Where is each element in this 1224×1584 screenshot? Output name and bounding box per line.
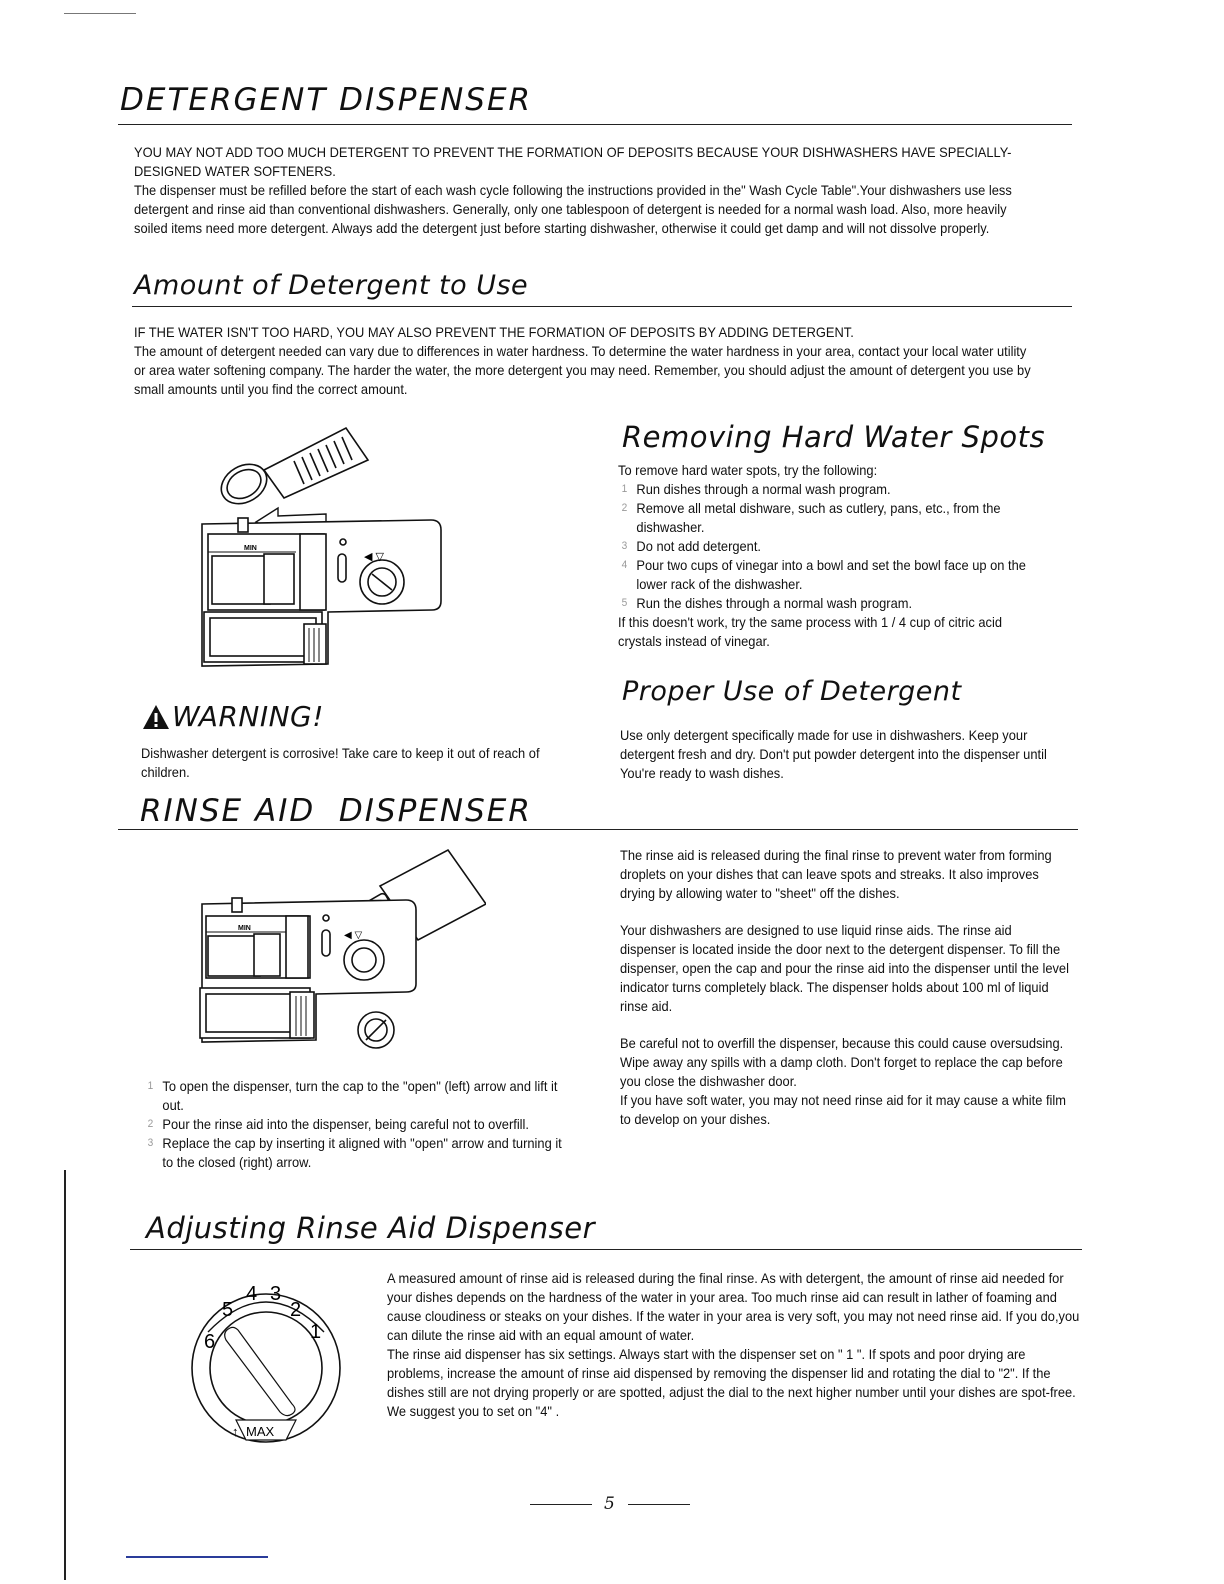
dial-number: 1 bbox=[310, 1321, 322, 1343]
adjusting-underline bbox=[130, 1249, 1082, 1250]
dial-number: 2 bbox=[290, 1299, 302, 1321]
min-label: MIN bbox=[238, 925, 251, 932]
hard-water-lead: To remove hard water spots, try the following: bbox=[618, 462, 878, 478]
list-item: 5 Run the dishes through a normal wash program. bbox=[621, 595, 913, 611]
rinse-aid-title: RINSE AID DISPENSER bbox=[140, 793, 532, 829]
list-item: 3 Replace the cap by inserting it aligned with "open" arrow and turning it to the closed (right) arrow. bbox=[147, 1135, 562, 1170]
proper-use-text: Use only detergent specifically made for use in dishwashers. Keep your detergent fresh and dry. Don't put powder detergent into the dispenser until You're ready to wash dishes. bbox=[620, 727, 1047, 781]
detergent-dispenser-illustration bbox=[186, 416, 448, 680]
adjusting-title: Adjusting Rinse Aid Dispenser bbox=[146, 1211, 596, 1245]
left-margin-line bbox=[64, 1170, 66, 1580]
adjusting-text bbox=[387, 1269, 1082, 1421]
rinse-steps bbox=[144, 1077, 567, 1172]
step-number: 5 bbox=[621, 597, 628, 609]
adjusting-para1: A measured amount of rinse aid is released during the final rinse. As with detergent, the amount of rinse aid needed for your dishes depends on the hardness of the water in your area. Too much rinse aid can result in lather of foaming and cause cloudiness or steaks on your dishes. If the water in your area is very soft, you may not need rinse aid. If you do,you can dilute the rinse aid with an equal amount of water. bbox=[387, 1270, 1080, 1343]
dial-max-label: MAX bbox=[246, 1424, 275, 1439]
page-number-rule-right bbox=[628, 1504, 690, 1505]
hard-water-after: If this doesn't work, try the same process with 1 / 4 cup of citric acid crystals instead of vinegar. bbox=[618, 614, 1003, 649]
detergent-intro bbox=[134, 143, 1013, 238]
warning-text: Dishwasher detergent is corrosive! Take care to keep it out of reach of children. bbox=[141, 745, 540, 780]
warning-title: WARNING! bbox=[172, 700, 324, 733]
step-number: 3 bbox=[147, 1137, 154, 1149]
rinse-para1: The rinse aid is released during the final rinse to prevent water from forming droplets on your dishes that can leave spots and streaks. It also improves drying by allowing water to "sheet" off the dishes. bbox=[620, 847, 1052, 901]
list-item: 3 Do not add detergent. bbox=[621, 538, 762, 554]
up-arrow-icon: ↑ bbox=[232, 1424, 239, 1439]
hard-water-title: Removing Hard Water Spots bbox=[622, 420, 1046, 454]
bottom-blue-line bbox=[126, 1556, 268, 1558]
svg-text:◀ ▽: ◀ ▽ bbox=[344, 930, 363, 941]
top-edge-line bbox=[64, 13, 136, 14]
step-number: 1 bbox=[621, 483, 628, 495]
rinse-para3b: If you have soft water, you may not need rinse aid for it may cause a white film to develop on your dishes. bbox=[620, 1092, 1067, 1127]
amount-underline bbox=[132, 306, 1072, 307]
list-item: 4 Pour two cups of vinegar into a bowl and set the bowl face up on the lower rack of the dishwasher. bbox=[621, 557, 1026, 592]
measuring-spoon-icon bbox=[214, 428, 368, 512]
amount-text bbox=[134, 323, 1031, 399]
svg-text:◀ ▽: ◀ ▽ bbox=[364, 551, 384, 563]
warning-triangle-icon bbox=[142, 704, 170, 730]
rinse-para3a: Be careful not to overfill the dispenser, because this could cause oversudsing. Wipe away any spills with a damp cloth. Don't forget to replace the cap before you close the dishwasher door. bbox=[620, 1035, 1064, 1089]
proper-use-title: Proper Use of Detergent bbox=[622, 676, 962, 707]
rinse-aid-dial-illustration bbox=[186, 1274, 346, 1446]
step-number: 1 bbox=[147, 1080, 154, 1092]
list-item: 1 Run dishes through a normal wash program. bbox=[621, 481, 891, 497]
dial-number: 5 bbox=[222, 1299, 234, 1321]
list-item: 1 To open the dispenser, turn the cap to the "open" (left) arrow and lift it out. bbox=[147, 1078, 558, 1113]
amount-title: Amount of Detergent to Use bbox=[134, 270, 529, 301]
adjusting-para2: The rinse aid dispenser has six settings. Always start with the dispenser set on " 1 ". If spots and poor drying are problems, increase the amount of rinse aid dispensed by removing the dispenser lid and rotating the dial to "2". If the dishes still are not drying properly or are spotted, adjust the dial to the next higher number until your dishes are spot-free. We suggest you to set on "4" . bbox=[387, 1346, 1076, 1419]
min-label: MIN bbox=[244, 545, 257, 552]
warning-heading bbox=[142, 700, 324, 733]
amount-caps: IF THE WATER ISN'T TOO HARD, YOU MAY ALSO PREVENT THE FORMATION OF DEPOSITS BY ADDING DETERGENT. bbox=[134, 324, 854, 340]
title-underline bbox=[118, 124, 1072, 125]
amount-body: The amount of detergent needed can vary due to differences in water hardness. To determine the water hardness in your area, contact your local water utility or area water softening company. The harder the water, the more detergent you may need. Remember, you should adjust the amount of detergent you use by small amounts until you find the correct amount. bbox=[134, 343, 1031, 397]
page-number: 5 bbox=[604, 1494, 615, 1514]
rinse-text bbox=[620, 846, 1071, 1129]
dial-number: 6 bbox=[204, 1331, 216, 1353]
hard-water-steps bbox=[618, 480, 1049, 613]
detergent-dispenser-title: DETERGENT DISPENSER bbox=[120, 82, 533, 118]
rinse-aid-underline bbox=[118, 829, 1078, 830]
page-number-rule-left bbox=[530, 1504, 592, 1505]
rinse-aid-dispenser-illustration bbox=[186, 846, 486, 1072]
list-item: 2 Remove all metal dishware, such as cutlery, pans, etc., from the dishwasher. bbox=[621, 500, 1001, 535]
hard-water-text bbox=[618, 461, 1049, 651]
rinse-para2: Your dishwashers are designed to use liquid rinse aids. The rinse aid dispenser is located inside the door next to the detergent dispenser. To fill the dispenser, open the cap and pour the rinse aid into the dispenser until the level indicator turns completely black. The dispenser holds about 100 ml of liquid rinse aid. bbox=[620, 922, 1069, 1014]
list-item: 2 Pour the rinse aid into the dispenser, being careful not to overfill. bbox=[147, 1116, 529, 1132]
dial-number: 3 bbox=[270, 1283, 282, 1305]
detergent-intro-body: The dispenser must be refilled before the start of each wash cycle following the instructions provided in the" Wash Cycle Table".Your dishwashers use less detergent and rinse aid than conventional dishwashers. Generally, only one tablespoon of detergent is needed for a normal wash load. Also, more heavily soiled items need more detergent. Always add the detergent just before starting dishwasher, otherwise it could get damp and will not dissolve properly. bbox=[134, 182, 1012, 236]
dial-number: 4 bbox=[246, 1283, 258, 1305]
step-number: 3 bbox=[621, 540, 628, 552]
step-number: 2 bbox=[621, 502, 628, 514]
detergent-intro-caps: YOU MAY NOT ADD TOO MUCH DETERGENT TO PREVENT THE FORMATION OF DEPOSITS BECAUSE YOUR DISHWASHERS HAVE SPECIALLY-DESIGNED WATER SOFTENERS. bbox=[134, 144, 1012, 179]
step-number: 4 bbox=[621, 559, 628, 571]
step-number: 2 bbox=[147, 1118, 154, 1130]
